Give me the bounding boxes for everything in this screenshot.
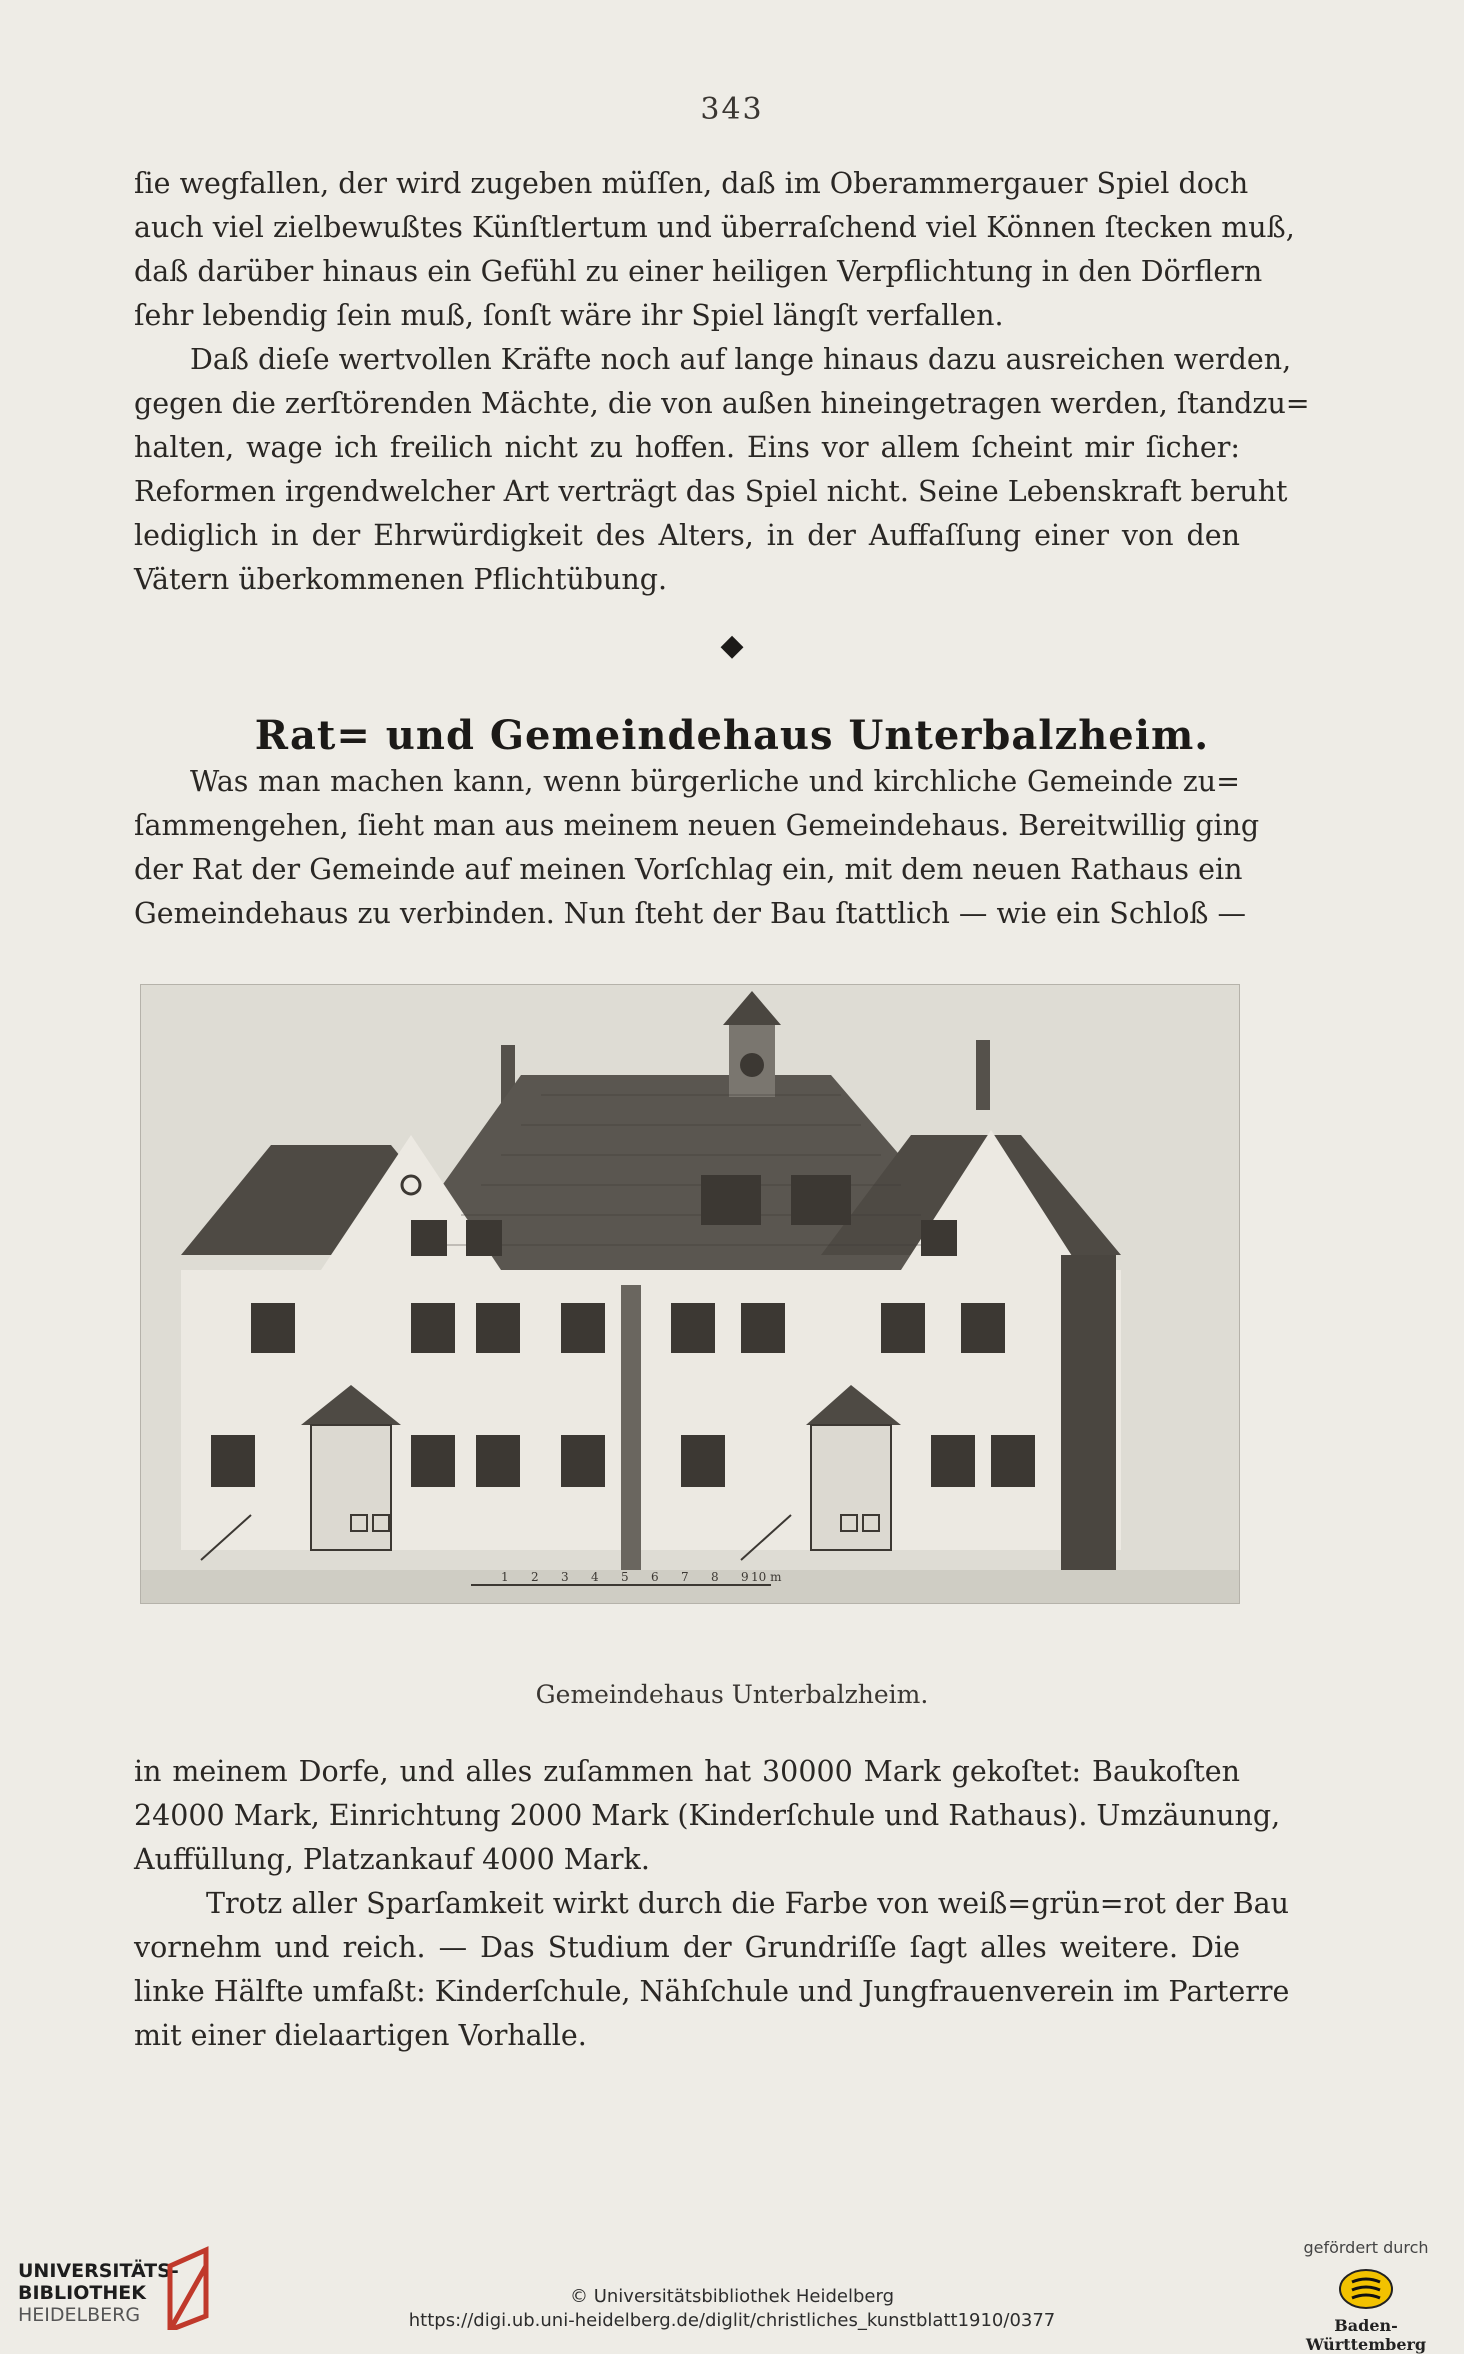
paragraph-4: [134, 1750, 1281, 1882]
text-line: Auffüllung, Platzankauf 4000 Mark.: [134, 1843, 650, 1876]
funding-logo[interactable]: [1286, 2238, 1446, 2354]
page-number: 343: [700, 92, 764, 127]
text-line: auch viel zielbewußtes Künſtlertum und überraſchend viel Können ſtecken muß,: [134, 211, 1295, 244]
scale-tick-label: 6: [651, 1570, 659, 1584]
paragraph-2: [134, 338, 1310, 602]
text-line: daß darüber hinaus ein Gefühl zu einer heiligen Verpflichtung in den Dörflern: [134, 255, 1263, 288]
copyright-notice: © Universitätsbibliothek Heidelberg: [569, 2286, 894, 2307]
text-line: Reformen irgendwelcher Art verträgt das Spiel nicht. Seine Lebenskraft beruht: [134, 475, 1288, 508]
text-line: gegen die zerſtörenden Mächte, die von außen hineingetragen werden, ſtandzu=: [134, 387, 1310, 420]
text-line: Trotz aller Sparſamkeit wirkt durch die Farbe von weiß=grün=rot der Bau: [206, 1887, 1290, 1920]
scale-tick-label: 5: [621, 1570, 629, 1584]
section-ornament: ◆: [720, 628, 744, 663]
paragraph-3: [134, 760, 1260, 936]
text-line: Gemeindehaus zu verbinden. Nun ſteht der Bau ſtattlich — wie ein Schloß —: [134, 897, 1247, 930]
text-line: vornehm und reich. — Das Studium der Grundriſſe ſagt alles weitere. Die: [134, 1931, 1240, 1964]
figure-caption: Gemeindehaus Unterbalzheim.: [535, 1680, 929, 1709]
paragraph-1: [134, 162, 1295, 338]
funded-by-label: gefördert durch: [1303, 2238, 1429, 2257]
scale-unit-label: 10 m: [751, 1570, 782, 1584]
source-url[interactable]: https://digi.ub.uni-heidelberg.de/diglit/christliches_kunstblatt1910/0377: [408, 2310, 1056, 2331]
text-line: ſie wegfallen, der wird zugeben müſſen, daß im Oberammergauer Spiel doch: [134, 167, 1249, 200]
library-name-line3: HEIDELBERG: [18, 2304, 141, 2326]
text-line: linke Hälfte umfaßt: Kinderſchule, Nähſchule und Jungfrauenverein im Parterre: [134, 1975, 1290, 2008]
scale-tick-label: 4: [591, 1570, 599, 1584]
scale-tick-label: 1: [501, 1570, 509, 1584]
scale-tick-label: 2: [531, 1570, 539, 1584]
text-line: halten, wage ich freilich nicht zu hoffen. Eins vor allem ſcheint mir ſicher:: [134, 431, 1240, 464]
building-drawing: [141, 985, 1239, 1603]
coat-of-arms-icon: [1338, 2268, 1394, 2310]
scale-tick-label: 3: [561, 1570, 569, 1584]
text-line: mit einer dielaartigen Vorhalle.: [134, 2019, 587, 2052]
scale-tick-label: 9: [741, 1570, 749, 1584]
text-line: 24000 Mark, Einrichtung 2000 Mark (Kinderſchule und Rathaus). Umzäunung,: [134, 1799, 1281, 1832]
text-line: lediglich in der Ehrwürdigkeit des Alters, in der Auffaſſung einer von den: [134, 519, 1240, 552]
building-illustration: [140, 984, 1240, 1604]
text-line: Was man machen kann, wenn bürgerliche und kirchliche Gemeinde zu=: [190, 765, 1240, 798]
scale-tick-label: 7: [681, 1570, 689, 1584]
library-name-line2: BIBLIOTHEK: [18, 2282, 146, 2304]
text-line: Daß dieſe wertvollen Kräfte noch auf lange hinaus dazu ausreichen werden,: [190, 343, 1292, 376]
scale-tick-label: 8: [711, 1570, 719, 1584]
library-name-line1: UNIVERSITÄTS-: [18, 2260, 179, 2282]
text-line: Vätern überkommenen Pflichtübung.: [134, 563, 668, 596]
paragraph-5: [134, 1882, 1290, 2058]
text-line: in meinem Dorfe, und alles zuſammen hat 30000 Mark gekoſtet: Baukoſten: [134, 1755, 1240, 1788]
text-line: der Rat der Gemeinde auf meinen Vorſchlag ein, mit dem neuen Rathaus ein: [134, 853, 1243, 886]
section-heading: Rat= und Gemeindehaus Unterbalzheim.: [254, 712, 1210, 759]
text-line: ſammengehen, ſieht man aus meinem neuen Gemeindehaus. Bereitwillig ging: [134, 809, 1260, 842]
state-name: Baden-Württemberg: [1305, 2316, 1427, 2354]
text-line: ſehr lebendig ſein muß, ſonſt wäre ihr Spiel längſt verfallen.: [134, 299, 1004, 332]
